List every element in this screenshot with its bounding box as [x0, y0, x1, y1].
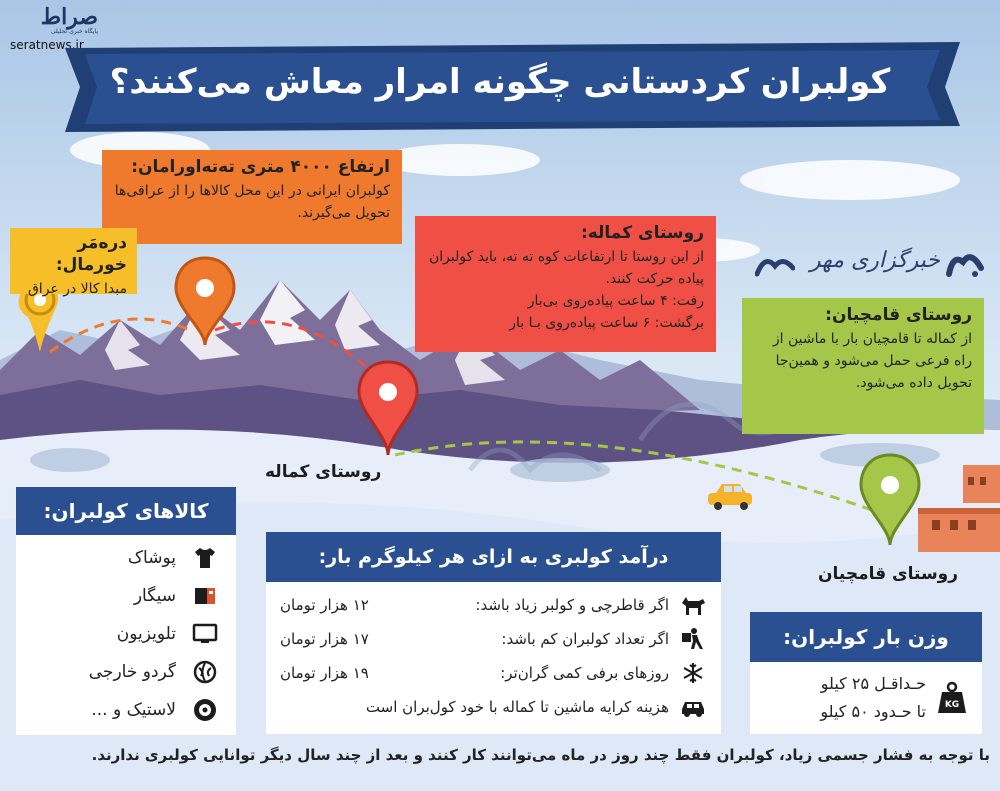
altitude-info-box	[102, 150, 402, 244]
snowflake-icon	[679, 661, 707, 685]
goods-item-label: سیگار	[133, 586, 176, 606]
goods-item-label: لاستیک و ...	[91, 700, 176, 720]
mehr-emblem-icon	[945, 248, 985, 280]
weight-kg-icon	[936, 681, 968, 715]
income-row	[280, 656, 707, 690]
cigarette-icon	[192, 583, 218, 609]
goods-item	[34, 577, 218, 615]
goods-item-label: گردو خارجی	[88, 662, 176, 682]
income-row-value: ۱۹ هزار تومان	[280, 664, 369, 682]
income-row-text: هزینه کرایه ماشین تا کماله با خود کول‌بران است	[365, 698, 669, 716]
qamchian-heading: روستای قامچیان:	[825, 305, 972, 325]
income-panel	[266, 582, 721, 734]
mule-icon	[679, 593, 707, 617]
car-icon	[679, 695, 707, 719]
kamaleh-back-value: ۶ ساعت پیاده‌روی بـا بار	[509, 315, 651, 331]
weight-values	[820, 670, 926, 726]
goods-item	[34, 691, 218, 729]
shirt-icon	[192, 545, 218, 571]
income-row-text: روزهای برفی کمی گران‌تر:	[500, 664, 669, 682]
qamchian-text: از کماله تا قامچیان بار با ماشین از راه فرعی حمل می‌شود و همین‌جا تحویل داده می‌شود.	[772, 331, 972, 391]
kamaleh-text: از این روستا تا ارتفاعات کوه ته ته، باید کولبران پیاده حرکت کنند.	[429, 249, 704, 287]
altitude-heading: ارتفاع ۴۰۰۰ متری ته‌ته‌اورامان:	[131, 157, 390, 177]
income-row-value: ۱۷ هزار تومان	[280, 630, 369, 648]
darre-heading: دره‌مَر خورمال:	[55, 233, 127, 275]
goods-item	[34, 615, 218, 653]
kamaleh-info-box	[415, 216, 716, 352]
goods-item	[34, 539, 218, 577]
walnut-icon	[192, 659, 218, 685]
income-row	[280, 690, 707, 724]
weight-max: تا حـدود ۵۰ کیلو	[820, 702, 926, 721]
tv-icon	[192, 621, 218, 647]
kamaleh-back-label: برگشت:	[654, 315, 704, 331]
kamaleh-go-line	[427, 290, 704, 312]
tire-icon	[192, 697, 218, 723]
income-row-value: ۱۲ هزار تومان	[280, 596, 369, 614]
goods-item	[34, 653, 218, 691]
logo-brand: صراط	[40, 4, 98, 30]
weight-min: حـداقـل ۲۵ کیلو	[820, 674, 926, 693]
site-url[interactable]: seratnews.ir	[10, 38, 84, 52]
kamaleh-back-line	[427, 312, 704, 334]
weight-panel	[750, 662, 982, 734]
income-panel-heading: درآمد کولبری به ازای هر کیلوگرم بار:	[266, 532, 721, 582]
place-label-qamchian: روستای قامچیان	[818, 564, 959, 584]
income-row	[280, 622, 707, 656]
footer-note: با توجه به فشار جسمی زیاد، کولبران فقط چند روز در ماه می‌توانند کار کنند و بعد از چند سال دیگر توانایی کولبری ندارند.	[91, 746, 990, 764]
kamaleh-heading: روستای کماله:	[580, 223, 704, 243]
mehr-agency-name: خبرگزاری مهر	[809, 248, 940, 273]
goods-panel	[16, 535, 236, 735]
porter-icon	[679, 627, 707, 651]
goods-panel-heading: کالاهای کولبران:	[16, 487, 236, 535]
weight-kg-label: KG	[944, 700, 960, 710]
kamaleh-go-value: ۴ ساعت پیاده‌روی بی‌بار	[527, 293, 668, 309]
place-label-kamaleh: روستای کماله	[265, 462, 382, 482]
goods-item-label: پوشاک	[127, 548, 176, 568]
weight-panel-heading: وزن بار کولبران:	[750, 612, 982, 662]
altitude-text: کولبران ایرانی در این محل کالاها را از عراقی‌ها تحویل می‌گیرند.	[114, 183, 390, 221]
kamaleh-go-label: رفت:	[672, 293, 704, 309]
page-title: کولبران کردستانی چگونه امرار معاش می‌کنند؟	[109, 62, 891, 102]
logo-subtitle: پایگاه خبری تحلیلی	[50, 28, 98, 35]
goods-item-label: تلویزیون	[116, 624, 176, 644]
qamchian-info-box	[742, 298, 984, 434]
income-row	[280, 588, 707, 622]
darre-text: مبدا کالا در عراق	[27, 281, 127, 297]
income-row-text: اگر قاطرچی و کولبر زیاد باشد:	[475, 596, 669, 614]
darre-info-box	[10, 228, 137, 297]
income-row-text: اگر تعداد کولبران کم باشد:	[501, 630, 669, 648]
